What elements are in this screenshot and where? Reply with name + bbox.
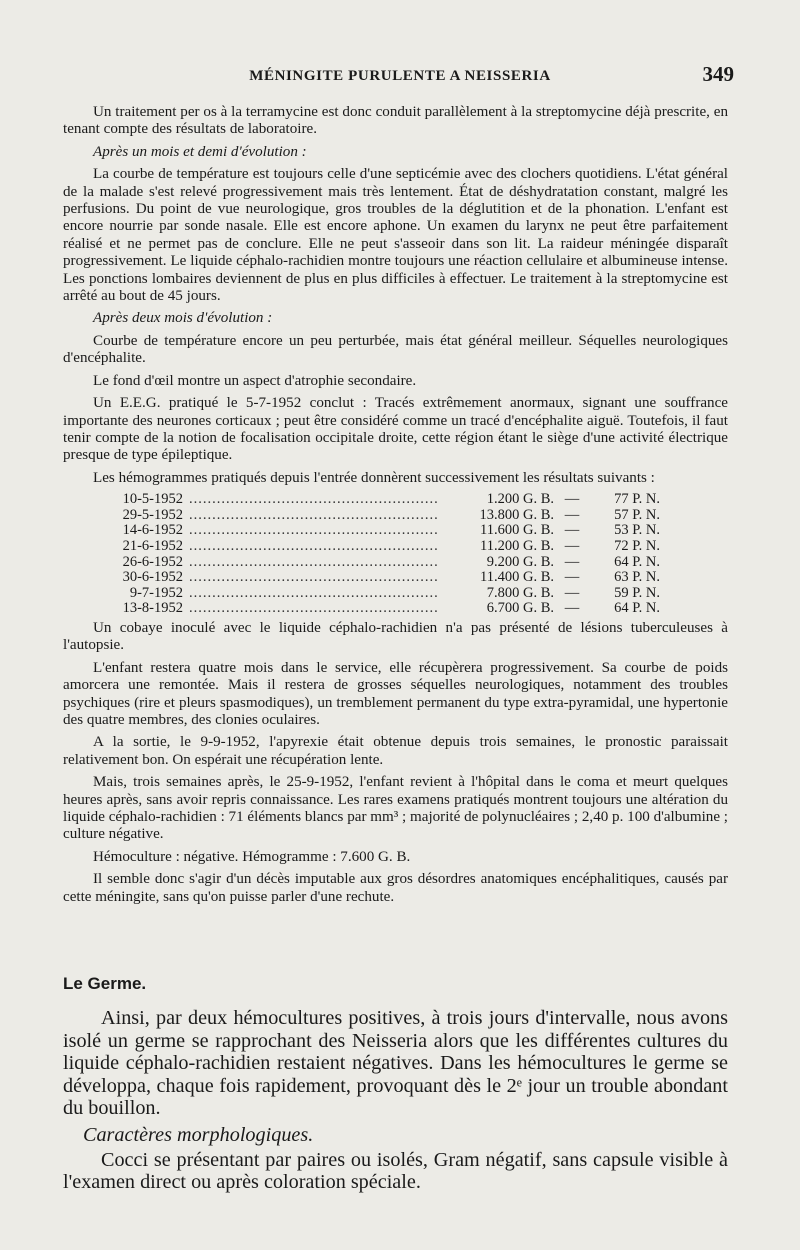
row-pn: 59 P. N.: [614, 584, 660, 601]
table-row: [63, 508, 728, 524]
row-pn: 53 P. N.: [614, 522, 660, 539]
row-dash: —: [564, 569, 580, 586]
hemogram-table: [63, 492, 728, 617]
paragraph: L'enfant restera quatre mois dans le service, elle récupèrera progressivement. Sa courbe de poids amorcera une remontée. Mais il restera de grosses séquelles neurologiques, notamment des troubles psychiques (rire et pleurs spasmodiques), un tremblement permanent du type extra-pyramidal, une hypertonie des quatre membres, des clonies oculaires.: [63, 659, 728, 728]
paragraph: A la sortie, le 9-9-1952, l'apyrexie était obtenue depuis trois semaines, le pronostic paraissait relativement bon. On espérait une récupération lente.: [63, 734, 728, 768]
dot-leader: ......................................................: [189, 601, 439, 617]
row-gb: 11.600 G. B.: [480, 522, 554, 539]
table-row: [63, 539, 728, 555]
dot-leader: ......................................................: [189, 507, 439, 523]
row-dash: —: [564, 491, 580, 508]
subheading: Après un mois et demi d'évolution :: [93, 143, 307, 160]
case-report-text: [63, 104, 728, 911]
table-row: [63, 601, 728, 617]
row-gb: 13.800 G. B.: [479, 506, 554, 523]
section-heading: Le Germe.: [63, 974, 147, 993]
table-row: [63, 586, 728, 602]
table-row: [63, 492, 728, 508]
dot-leader: ......................................................: [189, 523, 439, 539]
germ-section-text: [63, 1007, 728, 1194]
dot-leader: ......................................................: [189, 538, 439, 554]
paragraph: Un traitement per os à la terramycine est donc conduit parallèlement à la streptomycine déjà prescrite, en tenant compte des résultats de laboratoire.: [63, 104, 728, 138]
row-pn: 77 P. N.: [614, 491, 660, 508]
row-pn: 64 P. N.: [614, 553, 660, 570]
row-gb: 9.200 G. B.: [486, 553, 554, 570]
row-gb: 7.800 G. B.: [486, 584, 554, 601]
row-date: 9-7-1952: [129, 584, 183, 601]
dot-leader: ......................................................: [189, 570, 439, 586]
row-dash: —: [564, 584, 580, 601]
row-date: 10-5-1952: [122, 491, 183, 508]
row-gb: 1.200 G. B.: [486, 491, 554, 508]
row-date: 26-6-1952: [122, 553, 183, 570]
row-pn: 64 P. N.: [614, 600, 660, 617]
row-pn: 72 P. N.: [614, 537, 660, 554]
paragraph: Ainsi, par deux hémocultures positives, à trois jours d'intervalle, nous avons isolé un germe se rapprochant des Neisseria alors que les différentes cultures du liquide céphalo-rachidien restaient négatives. Dans les hémocultures le germe se développa, chaque fois rapidement, provoquant dès le 2ᵉ jour un trouble abondant du bouillon.: [63, 1007, 728, 1120]
subheading: Après deux mois d'évolution :: [93, 310, 273, 327]
paragraph: Cocci se présentant par paires ou isolés, Gram négatif, sans capsule visible à l'examen direct ou après coloration spéciale.: [63, 1148, 728, 1194]
table-row: [63, 523, 728, 539]
row-pn: 63 P. N.: [614, 569, 660, 586]
running-title: MÉNINGITE PURULENTE A NEISSERIA: [249, 68, 551, 84]
paragraph: Un cobaye inoculé avec le liquide céphalo-rachidien n'a pas présenté de lésions tuberculeuses à l'autopsie.: [63, 619, 728, 654]
paragraph: Il semble donc s'agir d'un décès imputable aux gros désordres anatomiques encéphalitiques, causés par cette méningite, sans qu'on puisse parler d'une rechute.: [63, 871, 728, 905]
row-date: 13-8-1952: [122, 600, 183, 617]
dot-leader: ......................................................: [189, 492, 439, 508]
row-date: 29-5-1952: [122, 506, 183, 523]
row-gb: 11.400 G. B.: [480, 569, 554, 586]
paragraph: Mais, trois semaines après, le 25-9-1952, l'enfant revient à l'hôpital dans le coma et meurt quelques heures après, sans avoir repris connaissance. Les rares examens pratiqués montrent toujours une altération du liquide céphalo-rachidien : 71 éléments blancs par mm³ ; majorité de polynucléaires ; 2,40 p. 100 d'albumine ; culture négative.: [63, 774, 728, 843]
paragraph: La courbe de température est toujours celle d'une septicémie avec des clochers quotidiens. L'état général de la malade s'est relevé progressivement mais très lentement. État de déshydratation constant, malgré les perfusions. Du point de vue neurologique, gros troubles de la déglutition et de la phonation. L'enfant est encore nourrie par sonde nasale. Elle est encore aphone. Un examen du larynx ne peut être parfaitement réalisé et ne permet pas de conclure. Elle ne peut s'asseoir dans son lit. La raideur méningée disparaît progressivement. Le liquide céphalo-rachidien montre toujours une réaction cellulaire et albumineuse intense. Les ponctions lombaires deviennent de plus en plus difficiles à effectuer. Le traitement à la streptomycine est arrêté au bout de 45 jours.: [63, 166, 728, 305]
table-row: [63, 570, 728, 586]
row-dash: —: [564, 553, 580, 570]
row-dash: —: [564, 506, 580, 523]
paragraph: Courbe de température encore un peu perturbée, mais état général meilleur. Séquelles neurologiques d'encéphalite.: [63, 332, 728, 367]
paragraph: Hémoculture : négative. Hémogramme : 7.600 G. B.: [93, 848, 411, 865]
table-row: [63, 555, 728, 571]
row-gb: 11.200 G. B.: [480, 537, 554, 554]
row-dash: —: [564, 537, 580, 554]
dot-leader: ......................................................: [189, 554, 439, 570]
row-dash: —: [564, 600, 580, 617]
paragraph: Les hémogrammes pratiqués depuis l'entrée donnèrent successivement les résultats suivants :: [93, 469, 655, 486]
row-date: 21-6-1952: [122, 537, 183, 554]
row-date: 14-6-1952: [122, 522, 183, 539]
row-dash: —: [564, 522, 580, 539]
page-number: 349: [702, 62, 734, 86]
row-date: 30-6-1952: [122, 569, 183, 586]
paragraph: Le fond d'œil montre un aspect d'atrophie secondaire.: [93, 372, 417, 389]
row-pn: 57 P. N.: [614, 506, 660, 523]
subheading: Caractères morphologiques.: [83, 1123, 314, 1146]
paragraph: Un E.E.G. pratiqué le 5-7-1952 conclut : Tracés extrêmement anormaux, signant une souffrance importante des neurones corticaux ; peut être considéré comme un tracé d'encéphalite aiguë. Toutefois, il faut tenir compte de la notion de focalisation occipitale droite, cette région étant le siège d'une activité électrique presque de type épileptique.: [63, 395, 728, 464]
row-gb: 6.700 G. B.: [486, 600, 554, 617]
dot-leader: ......................................................: [189, 585, 439, 601]
